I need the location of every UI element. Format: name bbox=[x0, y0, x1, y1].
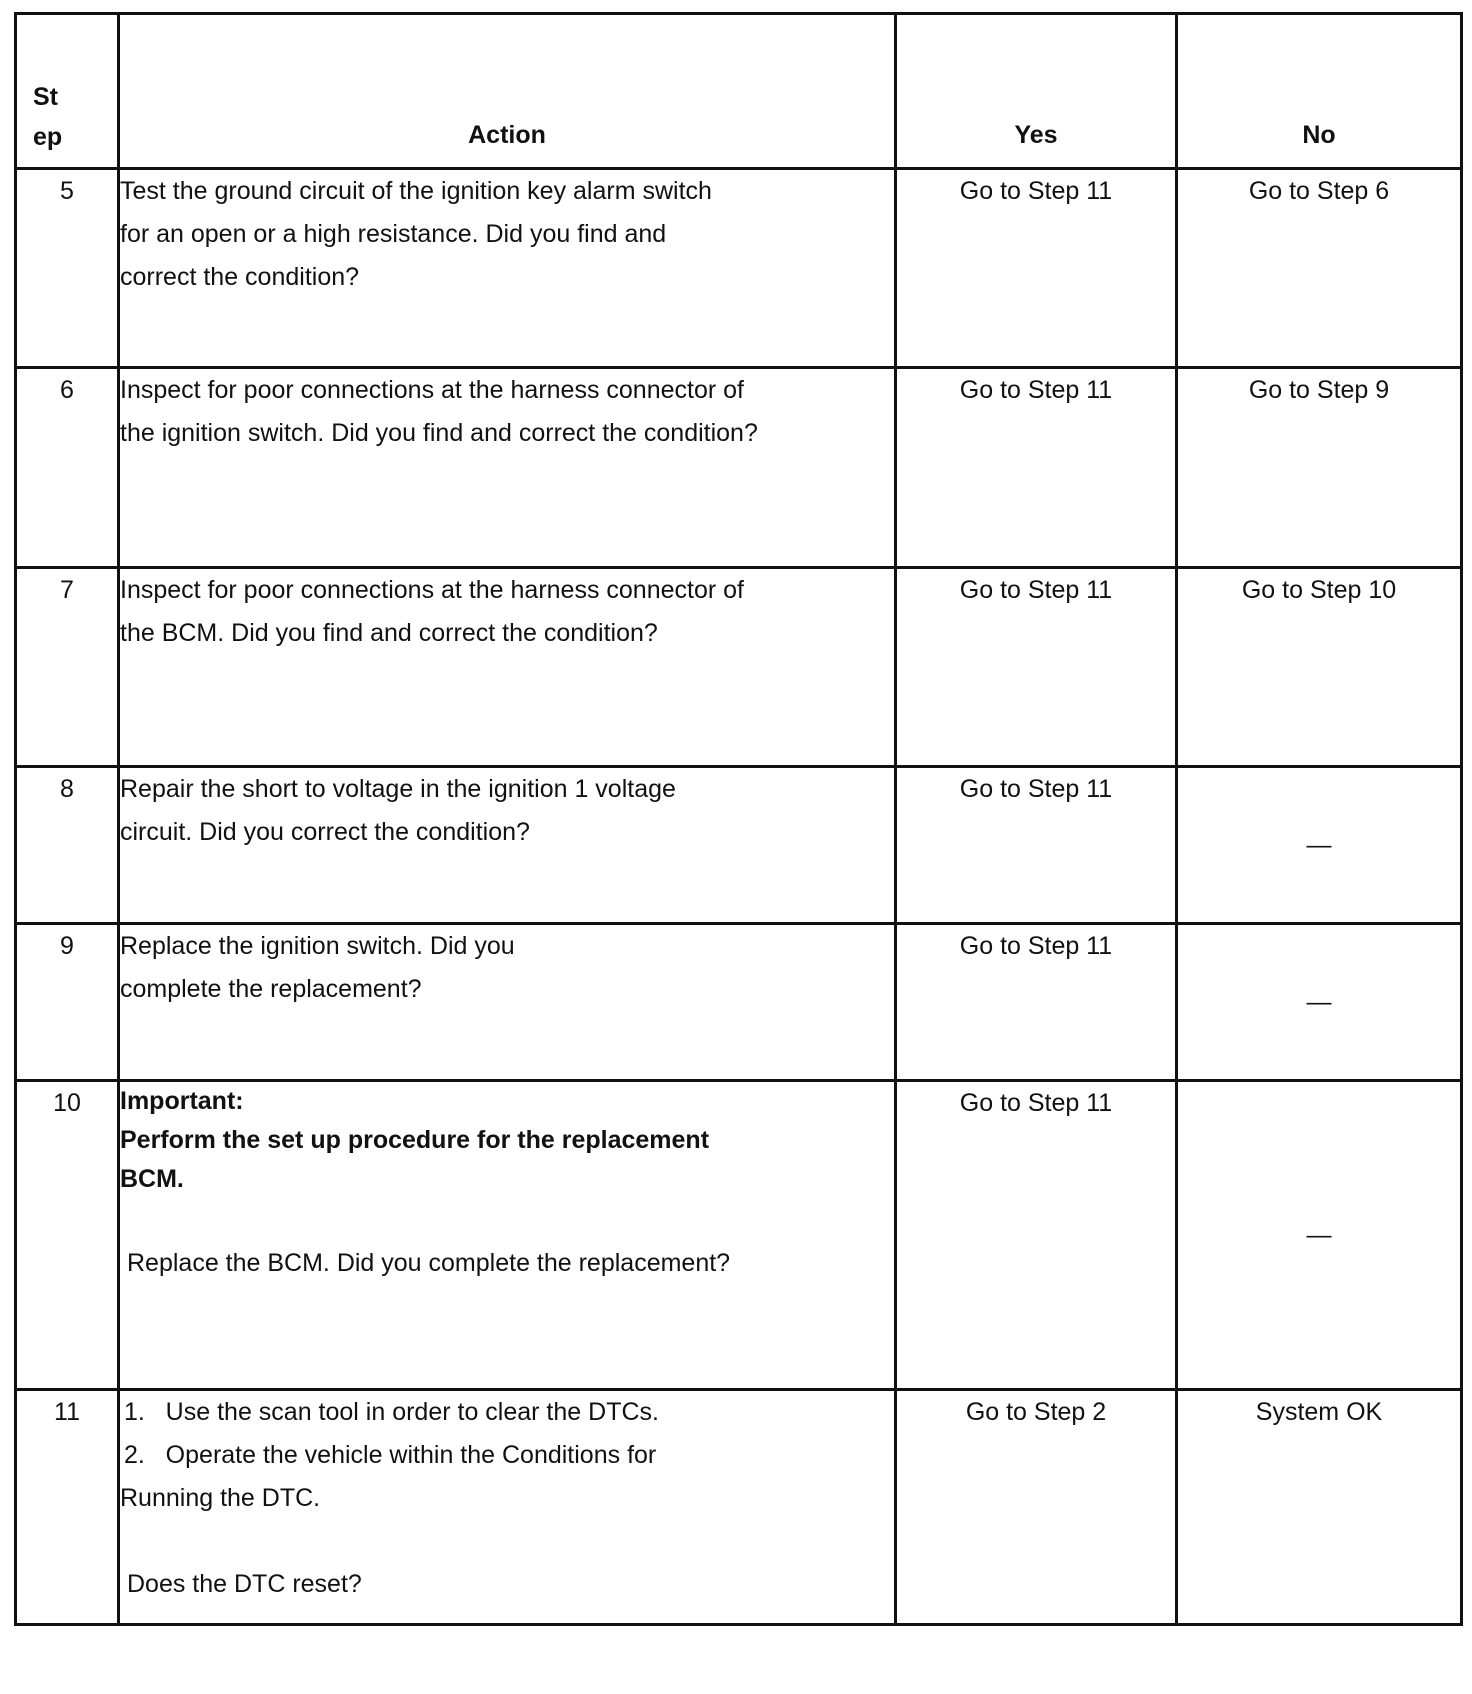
list-item: 2. Operate the vehicle within the Conditions for bbox=[124, 1441, 657, 1469]
table-header-row bbox=[16, 14, 1462, 169]
yes-cell: Go to Step 2 bbox=[896, 1390, 1177, 1625]
action-line: for an open or a high resistance. Did you find and bbox=[120, 220, 667, 248]
table-row bbox=[16, 767, 1462, 924]
step-number: 6 bbox=[16, 368, 119, 568]
action-line: Test the ground circuit of the ignition key alarm switch bbox=[120, 177, 712, 205]
action-line: correct the condition? bbox=[120, 263, 360, 291]
action-line: the ignition switch. Did you find and correct the condition? bbox=[120, 419, 758, 447]
no-cell: Go to Step 9 bbox=[1177, 368, 1462, 568]
action-cell bbox=[119, 1390, 896, 1625]
no-cell: — bbox=[1177, 924, 1462, 1081]
important-line: Perform the set up procedure for the replacement bbox=[120, 1126, 710, 1154]
action-cell bbox=[119, 169, 896, 368]
yes-cell: Go to Step 11 bbox=[896, 924, 1177, 1081]
header-step bbox=[16, 14, 119, 169]
no-cell: Go to Step 10 bbox=[1177, 568, 1462, 767]
action-line: the BCM. Did you find and correct the condition? bbox=[120, 619, 658, 647]
step-number: 8 bbox=[16, 767, 119, 924]
table-row bbox=[16, 169, 1462, 368]
header-action: Action bbox=[119, 14, 896, 169]
header-yes: Yes bbox=[896, 14, 1177, 169]
header-step-line1: St bbox=[33, 83, 58, 111]
action-cell bbox=[119, 368, 896, 568]
table-row bbox=[16, 1081, 1462, 1390]
action-line: Inspect for poor connections at the harness connector of bbox=[120, 576, 744, 604]
question-line: Does the DTC reset? bbox=[127, 1570, 362, 1598]
step-number: 9 bbox=[16, 924, 119, 1081]
step-number: 11 bbox=[16, 1390, 119, 1625]
table-row bbox=[16, 568, 1462, 767]
list-continuation: Running the DTC. bbox=[120, 1484, 321, 1512]
header-no: No bbox=[1177, 14, 1462, 169]
action-cell bbox=[119, 924, 896, 1081]
no-cell: System OK bbox=[1177, 1390, 1462, 1625]
diagnostic-table bbox=[14, 12, 1463, 1626]
action-line: Inspect for poor connections at the harness connector of bbox=[120, 376, 744, 404]
important-line: BCM. bbox=[120, 1165, 184, 1193]
action-line: Repair the short to voltage in the ignition 1 voltage bbox=[120, 775, 676, 803]
action-cell bbox=[119, 568, 896, 767]
list-item: 1. Use the scan tool in order to clear the DTCs. bbox=[124, 1398, 659, 1426]
step-number: 5 bbox=[16, 169, 119, 368]
important-label: Important: bbox=[120, 1087, 244, 1115]
table-row bbox=[16, 924, 1462, 1081]
yes-cell: Go to Step 11 bbox=[896, 767, 1177, 924]
action-line: Replace the BCM. Did you complete the replacement? bbox=[127, 1249, 731, 1277]
no-cell: — bbox=[1177, 767, 1462, 924]
yes-cell: Go to Step 11 bbox=[896, 368, 1177, 568]
action-line: Replace the ignition switch. Did you bbox=[120, 932, 515, 960]
step-number: 10 bbox=[16, 1081, 119, 1390]
table-row bbox=[16, 368, 1462, 568]
yes-cell: Go to Step 11 bbox=[896, 568, 1177, 767]
action-cell bbox=[119, 767, 896, 924]
table-row bbox=[16, 1390, 1462, 1625]
yes-cell: Go to Step 11 bbox=[896, 1081, 1177, 1390]
step-number: 7 bbox=[16, 568, 119, 767]
action-cell bbox=[119, 1081, 896, 1390]
header-step-line2: ep bbox=[33, 123, 63, 151]
action-line: circuit. Did you correct the condition? bbox=[120, 818, 530, 846]
no-cell: — bbox=[1177, 1081, 1462, 1390]
yes-cell: Go to Step 11 bbox=[896, 169, 1177, 368]
no-cell: Go to Step 6 bbox=[1177, 169, 1462, 368]
action-line: complete the replacement? bbox=[120, 975, 422, 1003]
